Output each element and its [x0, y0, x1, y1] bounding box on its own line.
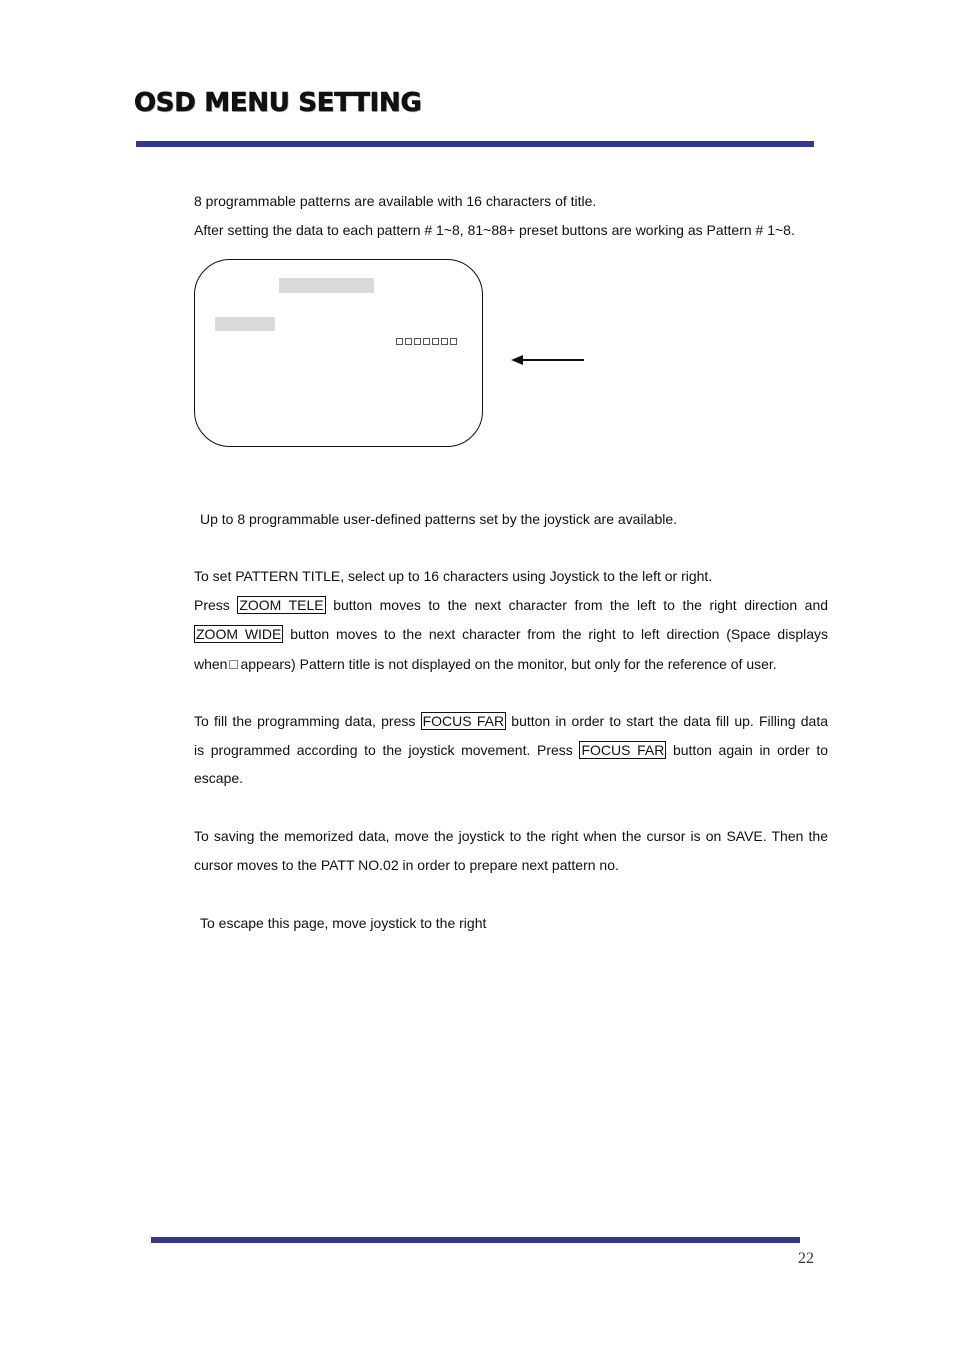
paragraph-title-line-3 [194, 624, 828, 644]
intro-line-2: After setting the data to each pattern # 1~8, 81~88+ preset buttons are working as Pattern # 1~8. [194, 222, 795, 238]
left-arrow-icon [511, 352, 585, 368]
page-title: OSD MENU SETTING [134, 88, 422, 118]
paragraph-escape: To escape this page, move joystick to the right [200, 915, 487, 931]
paragraph-fill-line-3: escape. [194, 770, 244, 786]
text-when: when [194, 656, 228, 672]
paragraph-fill-line-2 [194, 740, 828, 760]
space-square-icon [229, 660, 238, 669]
osd-menu-bar [215, 317, 275, 331]
header-rule [136, 141, 814, 147]
text-press: Press [194, 597, 230, 613]
osd-char-square [450, 338, 457, 345]
intro-line-1: 8 programmable patterns are available with 16 characters of title. [194, 193, 597, 209]
osd-char-square [405, 338, 412, 345]
zoom-wide-button-label: ZOOM WIDE [196, 626, 282, 642]
osd-title-bar [279, 278, 374, 293]
osd-title-character-squares [396, 338, 458, 348]
osd-char-square [423, 338, 430, 345]
osd-char-square [414, 338, 421, 345]
text-fill-desc: button in order to start the data fill up. Filling data [511, 713, 829, 729]
zoom-tele-button-label: ZOOM TELE [239, 597, 324, 613]
paragraph-save-line-1: To saving the memorized data, move the joystick to the right when the cursor is on SAVE. Then the [194, 828, 828, 844]
paragraph-title-line-4 [194, 654, 828, 674]
paragraph-fill-line-1 [194, 711, 828, 731]
osd-char-square [432, 338, 439, 345]
page-number: 22 [798, 1250, 814, 1267]
osd-screen-illustration [194, 259, 483, 447]
text-zoom-wide-desc: button moves to the next character from the right to left direction (Space displays [290, 626, 829, 642]
text-appears: appears) Pattern title is not displayed on the monitor, but only for the reference of user. [240, 656, 777, 672]
focus-far-button-label: FOCUS FAR [422, 713, 505, 729]
paragraph-patterns: Up to 8 programmable user-defined patterns set by the joystick are available. [200, 511, 678, 527]
footer-rule [151, 1237, 800, 1243]
osd-char-square [441, 338, 448, 345]
text-zoom-tele-desc: button moves to the next character from the left to the right direction and [333, 597, 829, 613]
text-fill-program: is programmed according to the joystick movement. Press [194, 742, 573, 758]
osd-char-square [396, 338, 403, 345]
paragraph-title-line-1: To set PATTERN TITLE, select up to 16 characters using Joystick to the left or right. [194, 568, 713, 584]
text-fill-again: button again in order to [672, 742, 828, 758]
focus-far-button-label-2: FOCUS FAR [581, 742, 665, 758]
text-fill-intro: To fill the programming data, press [194, 713, 416, 729]
paragraph-title-line-2 [194, 595, 828, 615]
paragraph-save-line-2: cursor moves to the PATT NO.02 in order to prepare next pattern no. [194, 857, 619, 873]
